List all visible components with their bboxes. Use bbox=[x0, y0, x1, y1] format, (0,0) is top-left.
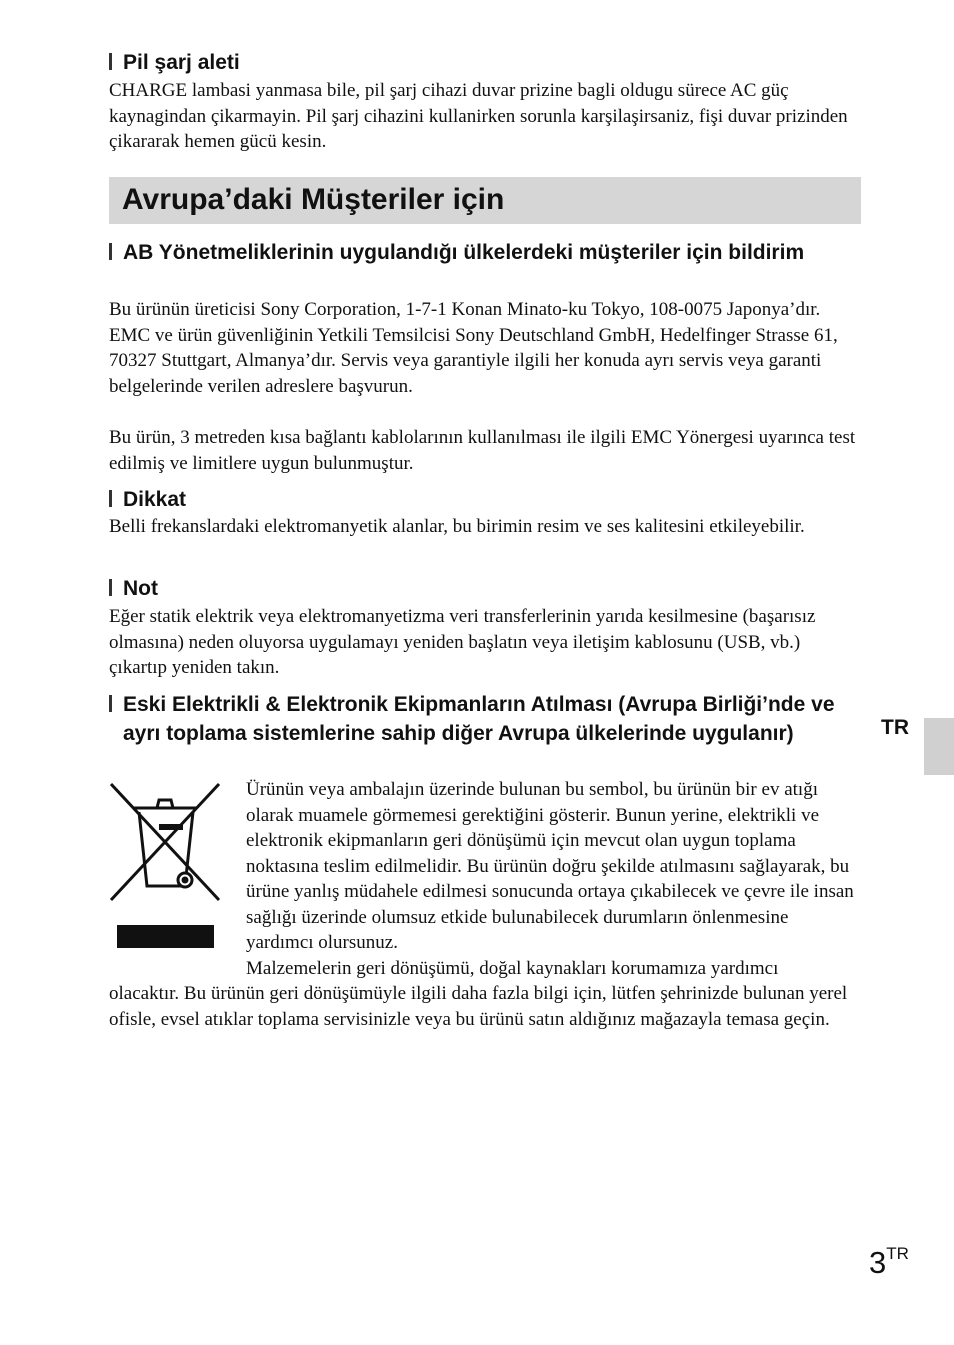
caution-heading: Dikkat bbox=[109, 485, 186, 514]
disposal-text-first-line: Malzemelerin geri dönüşümü, doğal kaynakları korumamıza yardımcı bbox=[246, 957, 779, 979]
language-tab bbox=[924, 718, 954, 775]
charger-heading: Pil şarj aleti bbox=[109, 48, 240, 77]
section-title: Avrupa’daki Müşteriler için bbox=[122, 183, 505, 216]
note-heading: Not bbox=[109, 574, 158, 603]
page-number-value: 3 bbox=[869, 1245, 887, 1280]
disposal-text-below: olacaktır. Bu ürünün geri dönüşümüyle ilgili daha fazla bilgi için, lütfen şehrinizde bulunan yerel ofisle, evsel atıklar toplama servisinizle veya bu ürünü satın aldığınız mağazayla temasa geçin. bbox=[109, 983, 848, 1030]
weee-crossed-bin-icon bbox=[109, 782, 221, 952]
section-title-bar bbox=[109, 177, 861, 224]
caution-text: Belli frekanslardaki elektromanyetik alanlar, bu birimin resim ve ses kalitesini etkileyebilir. bbox=[109, 516, 805, 537]
disposal-text-beside: Ürünün veya ambalajın üzerinde bulunan bu sembol, bu ürünün bir ev atığı olarak muamele görmemesi gerektiğini gösterir. Bunun yerine, elektrikli ve elektronik ekipmanların geri dönüşümü için mevcut olan uygun toplama noktasına teslim edilmelidir. Bu ürünün doğru şekilde atılmasını sağlayarak, bu ürüne yanlış müdahele edilmesi sonucunda ortaya çıkabilecek ve çevre ile insan sağlığı üzerinde olumsuz etkide bulunabilecek durumların önlenmesine yardımcı olursunuz. bbox=[246, 779, 854, 953]
page-number bbox=[869, 1234, 909, 1283]
note-text: Eğer statik elektrik veya elektromanyetizma veri transferlerinin yarıda kesilmesine (başarısız olmasına) neden oluyorsa uygulamayı yeniden başlatın veya iletişim kablosunu (USB, vb.) çıkartıp yeniden takın. bbox=[109, 606, 816, 678]
page-number-suffix: TR bbox=[886, 1244, 909, 1263]
language-label: TR bbox=[881, 716, 909, 739]
eu-notice-heading: AB Yönetmeliklerinin uygulandığı ülkelerdeki müşteriler için bildirim bbox=[109, 238, 843, 267]
disposal-text bbox=[246, 777, 860, 981]
emc-text: Bu ürün, 3 metreden kısa bağlantı kablolarının kullanılması ile ilgili EMC Yönergesi uyarınca test edilmiş ve limitlere uygun bulunmuştur. bbox=[109, 427, 856, 474]
charger-text: CHARGE lambasi yanmasa bile, pil şarj cihazi duvar prizine bagli oldugu sürece AC güç kaynagindan çikarmayin. Pil şarj cihazini kullanirken sorunla karşilaşirsaniz, fişi duvar prizinden çikararak hemen gücü kesin. bbox=[109, 80, 848, 152]
disposal-heading: Eski Elektrikli & Elektronik Ekipmanların Atılması (Avrupa Birliği’nde ve ayrı toplama sistemlerine sahip diğer Avrupa ülkelerinde uygulanır) bbox=[109, 690, 843, 748]
eu-notice-text: Bu ürünün üreticisi Sony Corporation, 1-7-1 Konan Minato-ku Tokyo, 108-0075 Japonya’dır. EMC ve ürün güvenliğinin Yetkili Temsilcisi Sony Deutschland GmbH, Hedelfinger Strasse 61, 70327 Stuttgart, Almanya’dır. Servis veya garantiyle ilgili her konuda ayrı servis veya garanti belgelerinde verilen adreslere başvurun. bbox=[109, 299, 838, 397]
